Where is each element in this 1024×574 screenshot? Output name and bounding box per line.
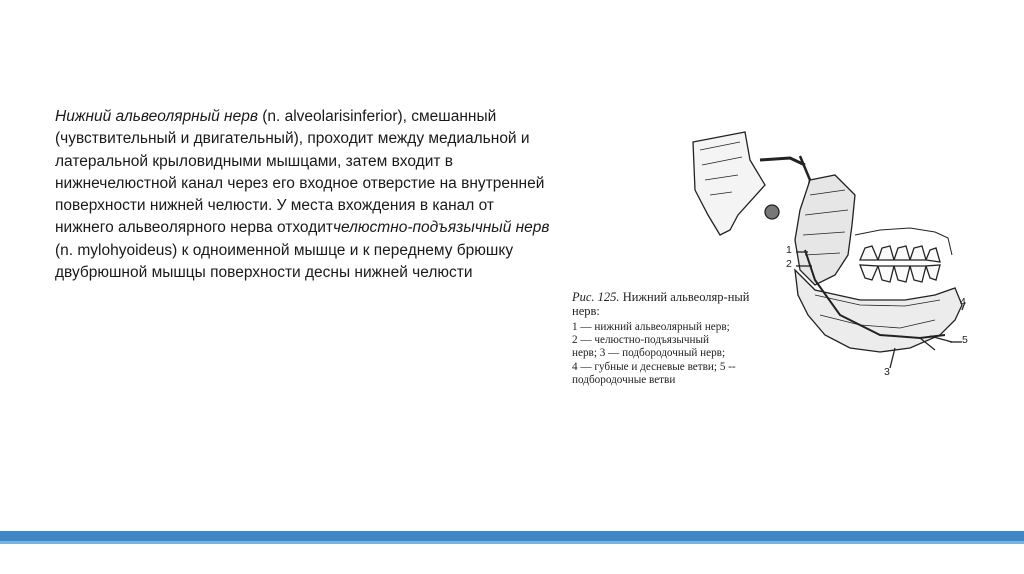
footer-bar-dark xyxy=(0,531,1024,541)
figure-label-1: 1 xyxy=(786,244,792,256)
figure-caption xyxy=(572,290,772,387)
legend-line-1: 1 — нижний альвеолярный нерв; xyxy=(572,321,730,333)
caption-title-text: Нижний альвеоляр-ный нерв: xyxy=(572,290,750,318)
description-part-1: (n. alveolarisinferior), смешанный (чувствительный и двигательный), проходит между медиальной и латеральной крыловидными мышцами, затем входит в нижнечелюстной канал через его входное отверстие на внутренней поверхности нижней челюсти. У места вхождения в канал от нижнего альвеолярного нерва отходит xyxy=(55,108,545,237)
description-part-2: (n. mylohyoideus) к одноименной мышце и к переднему брюшку двубрюшной мышцы поверхности десны нижней челюсти xyxy=(55,241,514,282)
figure-label-2: 2 xyxy=(786,258,792,270)
caption-title xyxy=(572,290,772,318)
caption-prefix: Рис. 125. xyxy=(572,290,620,304)
legend-line-2: 2 — челюстно-подъязычный xyxy=(572,334,710,347)
figure-label-3: 3 xyxy=(884,366,890,378)
legend-line-4: 4 — губные и десневые ветви; 5 -- xyxy=(572,360,736,373)
description-text xyxy=(55,106,555,284)
legend-line-3: нерв; 3 — подбородочный нерв; xyxy=(572,347,726,360)
legend-line-5: подбородочные ветви xyxy=(572,373,676,386)
term-mylohyoid-nerve: челюстно-подъязычный нерв xyxy=(333,219,550,237)
figure-label-5: 5 xyxy=(962,334,968,346)
term-inferior-alveolar-nerve: Нижний альвеолярный нерв xyxy=(55,108,258,125)
description-paragraph xyxy=(55,106,555,284)
figure-label-4: 4 xyxy=(960,296,966,308)
footer-bar-white xyxy=(0,544,1024,574)
